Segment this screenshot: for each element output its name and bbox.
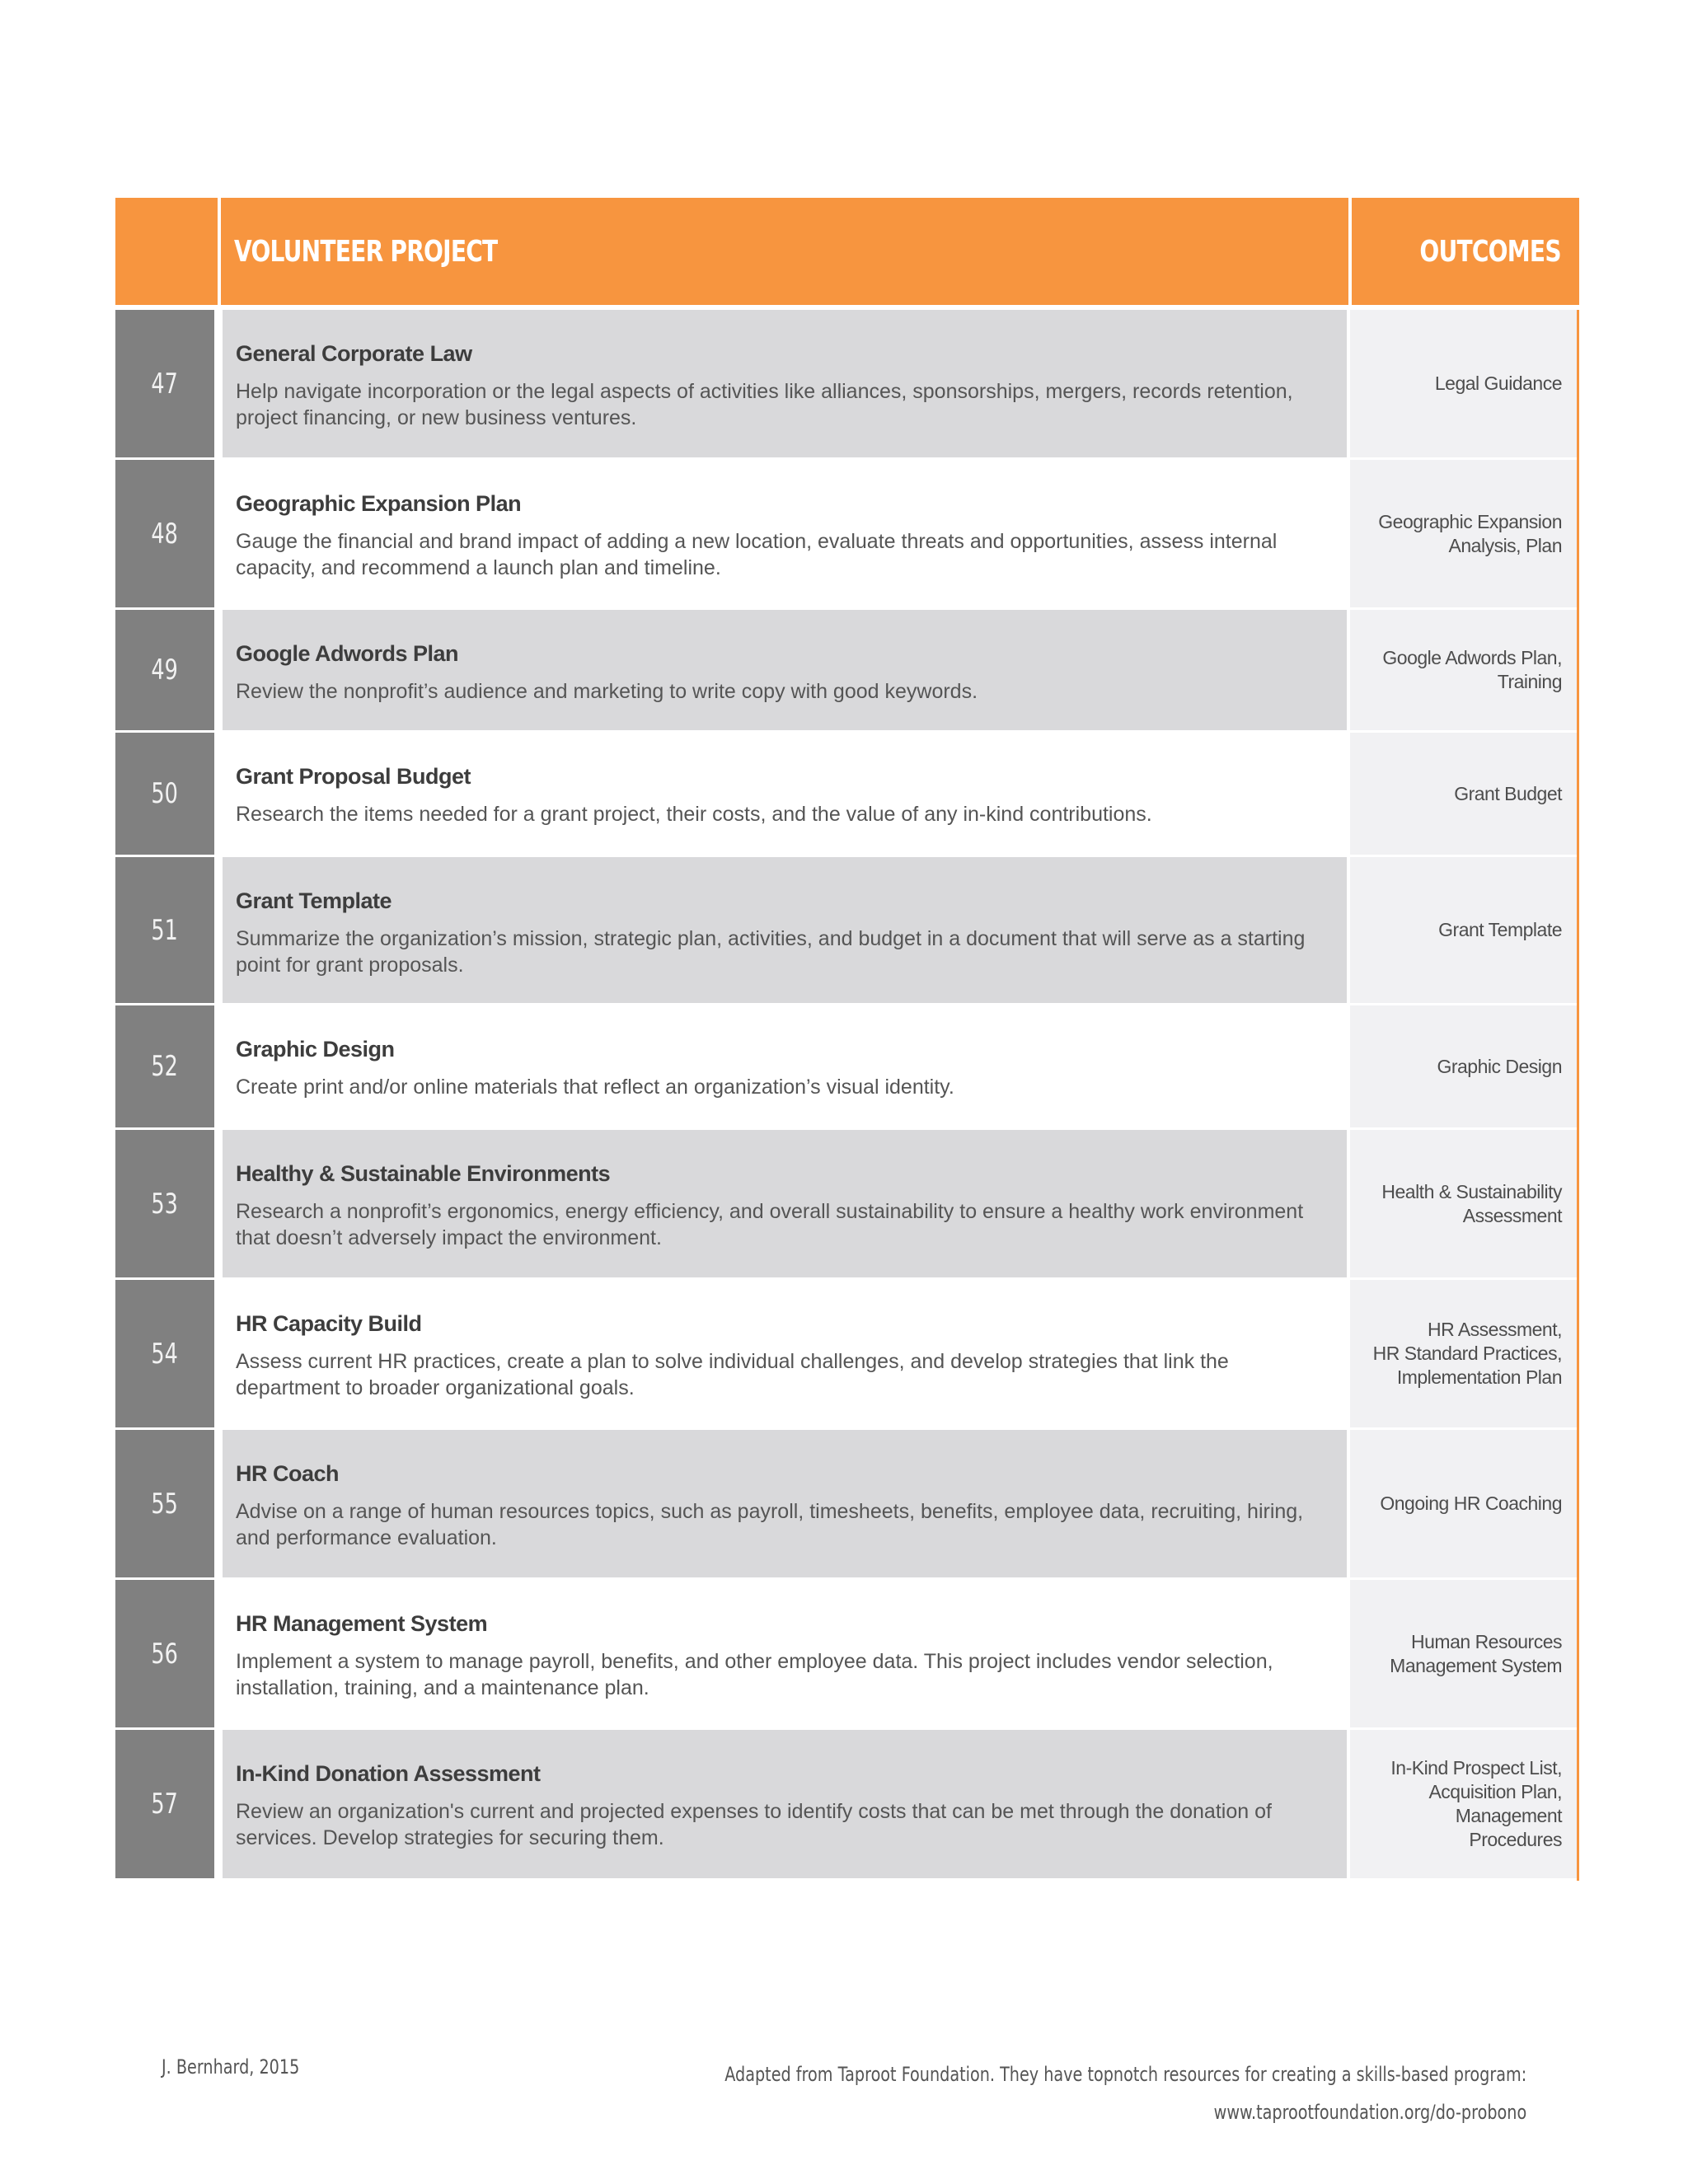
source-url: www.taprootfoundation.org/do-probono bbox=[1213, 2101, 1526, 2124]
project-cell bbox=[223, 610, 1350, 733]
project-cell bbox=[223, 1005, 1350, 1130]
project-cell bbox=[223, 1580, 1350, 1730]
project-cell bbox=[223, 733, 1350, 857]
outcome-text: Graphic Design bbox=[1437, 1055, 1562, 1077]
source-credit bbox=[724, 2055, 1526, 2131]
projects-table bbox=[115, 198, 1579, 1881]
outcome-cell bbox=[1350, 1130, 1577, 1280]
project-cell bbox=[223, 310, 1350, 460]
source-credit-text: Adapted from Taproot Foundation. They have topnotch resources for creating a skills-based program: bbox=[724, 2063, 1526, 2086]
outcome-text: Grant Budget bbox=[1454, 782, 1562, 804]
author-credit: J. Bernhard, 2015 bbox=[162, 2055, 300, 2079]
table-row bbox=[115, 310, 1579, 460]
outcome-text: HR Assessment, HR Standard Practices, Implementation Plan bbox=[1372, 1319, 1562, 1388]
project-description: Create print and/or online materials that reflect an organization’s visual identity. bbox=[236, 1076, 954, 1099]
project-title: In-Kind Donation Assessment bbox=[236, 1761, 541, 1786]
outcome-cell bbox=[1350, 1430, 1577, 1580]
table-row bbox=[115, 1580, 1579, 1730]
project-description: Assess current HR practices, create a plan to solve individual challenges, and develop strategies that link the department to broader organizational goals. bbox=[236, 1350, 1229, 1399]
project-title: Geographic Expansion Plan bbox=[236, 491, 522, 516]
row-number: 47 bbox=[115, 310, 223, 460]
row-number: 57 bbox=[115, 1730, 223, 1881]
project-title: Google Adwords Plan bbox=[236, 641, 459, 666]
project-cell bbox=[223, 460, 1350, 610]
header-project-cell bbox=[221, 198, 1352, 305]
project-description: Research a nonprofit’s ergonomics, energy efficiency, and overall sustainability to ensure a healthy work environment that doesn’t adversely impact the environment. bbox=[236, 1200, 1304, 1249]
project-cell bbox=[223, 857, 1350, 1005]
project-description: Summarize the organization’s mission, strategic plan, activities, and budget in a document that will serve as a starting point for grant proposals. bbox=[236, 927, 1306, 977]
row-number: 50 bbox=[115, 733, 223, 857]
project-title: HR Capacity Build bbox=[236, 1311, 422, 1336]
table-row bbox=[115, 733, 1579, 857]
outcome-cell bbox=[1350, 1580, 1577, 1730]
outcome-text: Legal Guidance bbox=[1434, 373, 1562, 394]
header-outcomes-cell bbox=[1352, 198, 1579, 305]
outcome-cell bbox=[1350, 1730, 1577, 1881]
table-row bbox=[115, 1130, 1579, 1280]
project-title: Grant Proposal Budget bbox=[236, 764, 471, 789]
project-description: Review an organization's current and projected expenses to identify costs that can be met through the donation of services. Develop strategies for securing them. bbox=[236, 1800, 1272, 1849]
outcome-cell bbox=[1350, 1005, 1577, 1130]
table-row bbox=[115, 610, 1579, 733]
outcome-text: Ongoing HR Coaching bbox=[1380, 1493, 1562, 1514]
outcome-text: Grant Template bbox=[1438, 919, 1562, 940]
outcome-cell bbox=[1350, 1280, 1577, 1430]
outcome-text: Google Adwords Plan, Training bbox=[1382, 647, 1562, 692]
row-number: 48 bbox=[115, 460, 223, 610]
table-row bbox=[115, 1730, 1579, 1881]
outcome-cell bbox=[1350, 857, 1577, 1005]
row-number: 53 bbox=[115, 1130, 223, 1280]
project-title: Graphic Design bbox=[236, 1037, 395, 1062]
project-title: Grant Template bbox=[236, 888, 392, 913]
outcome-cell bbox=[1350, 733, 1577, 857]
project-title: General Corporate Law bbox=[236, 341, 472, 366]
project-cell bbox=[223, 1730, 1350, 1881]
project-description: Implement a system to manage payroll, benefits, and other employee data. This project includes vendor selection, installation, training, and a maintenance plan. bbox=[236, 1650, 1273, 1699]
outcome-cell bbox=[1350, 460, 1577, 610]
row-number: 55 bbox=[115, 1430, 223, 1580]
volunteer-project-heading: VOLUNTEER PROJECT bbox=[234, 234, 498, 269]
table-row bbox=[115, 460, 1579, 610]
project-title: Healthy & Sustainable Environments bbox=[236, 1161, 611, 1186]
project-cell bbox=[223, 1130, 1350, 1280]
project-description: Advise on a range of human resources topics, such as payroll, timesheets, benefits, employee data, recruiting, hiring, and performance evaluation. bbox=[236, 1500, 1304, 1549]
header-number-cell bbox=[115, 198, 221, 305]
project-cell bbox=[223, 1280, 1350, 1430]
outcome-cell bbox=[1350, 610, 1577, 733]
project-title: HR Management System bbox=[236, 1611, 488, 1636]
project-description: Research the items needed for a grant project, their costs, and the value of any in-kind contributions. bbox=[236, 803, 1152, 826]
project-description: Help navigate incorporation or the legal aspects of activities like alliances, sponsorships, mergers, records retention, project financing, or new business ventures. bbox=[236, 380, 1293, 429]
outcome-text: Human Resources Management System bbox=[1390, 1630, 1562, 1676]
project-description: Gauge the financial and brand impact of adding a new location, evaluate threats and opportunities, assess internal capacity, and recommend a launch plan and timeline. bbox=[236, 530, 1278, 579]
row-number: 49 bbox=[115, 610, 223, 733]
table-header bbox=[115, 198, 1579, 310]
outcome-text: Health & Sustainability Assessment bbox=[1381, 1180, 1562, 1226]
row-number: 54 bbox=[115, 1280, 223, 1430]
outcome-text: Geographic Expansion Analysis, Plan bbox=[1378, 510, 1562, 556]
project-description: Review the nonprofit’s audience and marketing to write copy with good keywords. bbox=[236, 680, 978, 703]
project-title: HR Coach bbox=[236, 1461, 340, 1486]
row-number: 52 bbox=[115, 1005, 223, 1130]
table-row bbox=[115, 1280, 1579, 1430]
table-row bbox=[115, 857, 1579, 1005]
row-number: 51 bbox=[115, 857, 223, 1005]
outcome-cell bbox=[1350, 310, 1577, 460]
table-row bbox=[115, 1005, 1579, 1130]
table-row bbox=[115, 1430, 1579, 1580]
project-cell bbox=[223, 1430, 1350, 1580]
outcome-text: In-Kind Prospect List, Acquisition Plan, Management Procedures bbox=[1390, 1757, 1562, 1850]
outcomes-heading: OUTCOMES bbox=[1419, 234, 1561, 269]
row-number: 56 bbox=[115, 1580, 223, 1730]
